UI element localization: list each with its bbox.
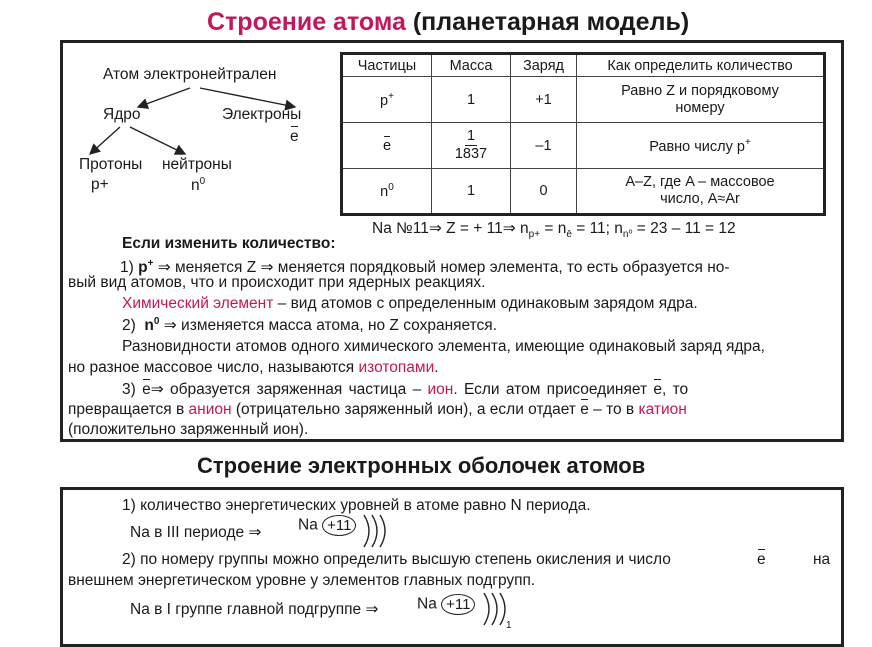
page-title <box>207 8 689 37</box>
na-formula: Na №11⇒ Z = + 11⇒ $n_{p+} = n_ē = 11$; $n_{n^0} = 23 - 11 = 12$ <box>372 220 736 241</box>
change-p3-line1: 3) e⇒ образуется заряженная частица – ион. Если атом присоединяет e, то <box>122 381 689 398</box>
header-mass: Масса <box>432 54 511 77</box>
na-shell-diagram-1: Na +11 <box>298 515 356 536</box>
shells-title: Строение электронных оболочек атомов <box>197 453 646 478</box>
change-p3-line2: превращается в анион (отрицательно заряженный ион), а если отдает e – то в катион <box>68 401 687 418</box>
tree-n-symbol: $n^0$ <box>191 176 206 195</box>
shells-line3-end: на <box>813 551 831 568</box>
change-p1-line2: вый вид атомов, что и происходит при ядерных реакциях. <box>68 274 486 291</box>
nucleus-charge: +11 <box>322 515 356 536</box>
header-how: Как определить количество <box>577 54 825 77</box>
change-p3-line3: (положительно заряженный ион). <box>68 421 309 438</box>
shells-line3: 2) по номеру группы можно определить высшую степень окисления и число <box>122 551 671 568</box>
chem-element-line: Химический элемент – вид атомов с определенным одинаковым зарядом ядра. <box>122 295 698 312</box>
cell-electron: e <box>342 123 432 169</box>
change-p2: 2) $n^0$ ⇒ изменяется масса атома, но Z сохраняется. <box>122 316 498 335</box>
cell-proton-how: Равно Z и порядковому номеру <box>577 77 825 123</box>
header-particles: Частицы <box>342 54 432 77</box>
cell-neutron: $n^0$ <box>342 169 432 215</box>
cell-electron-how: Равно числу p+ <box>577 123 825 169</box>
title-sub: (планетарная модель) <box>412 8 690 36</box>
title-main: Строение атома <box>207 8 406 36</box>
table-row <box>342 123 825 169</box>
tree-p-symbol: p+ <box>91 176 109 193</box>
table-row <box>342 77 825 123</box>
cell-proton-charge: +1 <box>511 77 577 123</box>
cell-neutron-charge: 0 <box>511 169 577 215</box>
table-header-row <box>342 54 825 77</box>
ion-term: ион <box>427 381 454 398</box>
cell-proton: p+ <box>342 77 432 123</box>
particles-table <box>340 52 826 216</box>
tree-protons: Протоны <box>79 156 143 173</box>
nucleus-charge-2: +11 <box>441 594 475 615</box>
na-shell-diagram-2: Na +11 <box>417 594 475 615</box>
electron-shells-arcs-1 <box>360 512 400 550</box>
tree-e-symbol: e <box>290 128 299 145</box>
electron-shells-arcs-2 <box>480 590 520 628</box>
cell-neutron-how: A–Z, где A – массовое число, A≈Ar <box>577 169 825 215</box>
header-charge: Заряд <box>511 54 577 77</box>
chem-element-term: Химический элемент <box>122 295 274 312</box>
cell-neutron-mass: 1 <box>432 169 511 215</box>
shells-line3-e: e <box>757 551 766 568</box>
outer-level-subscript: 1 <box>506 620 512 631</box>
cation-term: катион <box>638 401 687 418</box>
shells-line4: внешнем энергетическом уровне у элементов главных подгрупп. <box>68 572 536 589</box>
tree-electrons: Электроны <box>222 106 302 123</box>
shells-line2: Na в III периоде ⇒ <box>130 524 262 541</box>
cell-electron-mass: $\frac{1}{1837}$ <box>432 123 511 169</box>
tree-neutrons: нейтроны <box>162 156 232 173</box>
shells-line5: Na в I группе главной подгруппе ⇒ <box>130 601 379 618</box>
table-row <box>342 169 825 215</box>
change-heading: Если изменить количество: <box>122 235 336 252</box>
isotope-line2: но разное массовое число, называются изотопами. <box>68 359 439 376</box>
shells-line1: 1) количество энергетических уровней в атоме равно N периода. <box>122 497 591 514</box>
tree-nucleus: Ядро <box>103 106 141 123</box>
cell-proton-mass: 1 <box>432 77 511 123</box>
isotope-term: изотопами <box>358 359 435 376</box>
change-paragraph-1: 1) p+ ⇒ меняется Z ⇒ меняется порядковый номер элемента, то есть образуется но- <box>120 258 730 277</box>
isotope-line1: Разновидности атомов одного химического элемента, имеющие одинаковый заряд ядра, <box>122 338 765 355</box>
tree-root: Атом электронейтрален <box>103 66 277 83</box>
anion-term: анион <box>188 401 232 418</box>
cell-electron-charge: –1 <box>511 123 577 169</box>
